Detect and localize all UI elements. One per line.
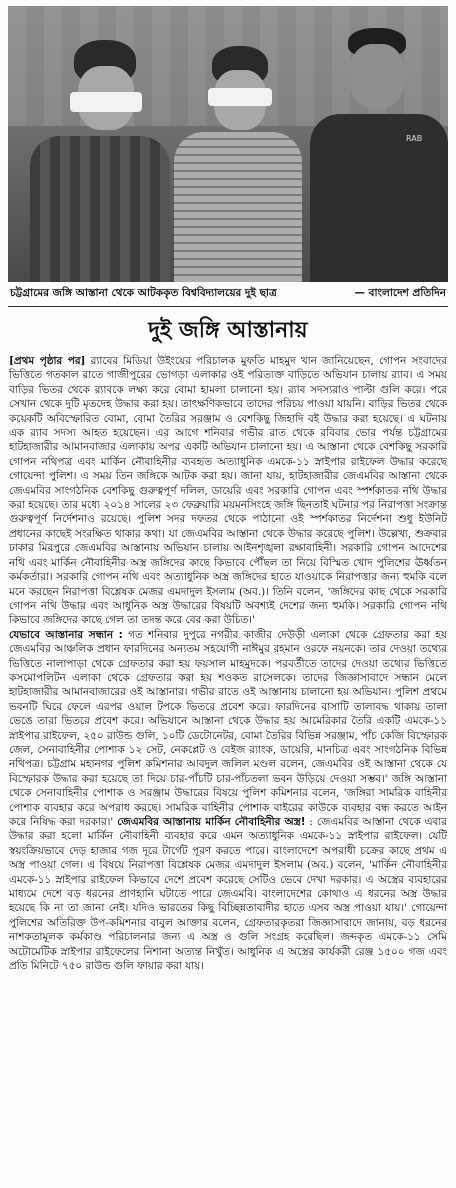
caption-text: চট্টগ্রামের জঙ্গি আস্তানা থেকে আটককৃত বিশ্ববিদ্যালয়ের দুই ছাত্র [10, 287, 277, 299]
article-body [8, 354, 448, 973]
blindfold-left [70, 92, 142, 112]
paragraph-2-text: গত শনিবার দুপুরে নগরীর কাজীর দেউড়ী এলাকা থেকে গ্রেফতার করা হয় জেএমবির আঞ্চলিক প্রধান ফারদিনের অন্যতম সহযোগী নাঈমুর রহমান ওরফে নয়নকে। তার দেওয়া তথ্যের ভিত্তিতে নালাপাড়া থেকে গ্রেফতার করা হয় ফয়সাল মাহমুদকে। পরবর্তীতে তাদের দেওয়া তথ্যের ভিত্তিতে কসমোপলিটন এলাকা থেকে গ্রেফতার করা হয় শওকত রাসেলকে। তাদের জিজ্ঞাসাবাদে সন্ধান মেলে হাটহাজারীর আমানবাজারের ওই আস্তানার। গভীর রাতে ওই আস্তানায় চালানো হয় অভিযান। পুলিশ প্রথমে ভবনটি ঘিরে ফেলে এরপর ওয়াল টপকে ভিতরে প্রবেশ করে। ফারদিনের বাসাটি তালাবদ্ধ থাকায় তালা ভেঙে তারা ভিতরে প্রবেশ করে। অভিযানে আস্তানা থেকে উদ্ধার হয় আমেরিকার তৈরি একটি এমকে-১১ স্নাইপার রাইফেল, ২৫০ রাউন্ড গুলি, ১০টি ডেটোনেটর, বোমা তৈরির বিভিন্ন সরঞ্জাম, পাঁচ কেজি বিস্ফোরক জেল, সেনাবাহিনীর পোশাক ১২ সেট, নেকপ্লেট ও বেইজ র‌্যাংক, ডায়েরি, মানচিত্র এবং সাংগঠনিক বিভিন্ন নথিপত্র। চট্টগ্রাম মহানগর পুলিশ কমিশনার আবদুল জলিল মণ্ডল বলেন, জেএমবির ওই আস্তানা থেকে যে বিস্ফোরক উদ্ধার করা হয়েছে তা দিয়ে চার-পাঁচটি চার-পাঁচতলা ভবন উড়িয়ে দেওয়া সম্ভব।' জঙ্গি আস্তানা থেকে সেনাবাহিনীর পোশাক ও সরঞ্জাম উদ্ধারের বিষয়ে পুলিশ কমিশনার বলেন, 'জঙ্গিরা সামরিক বাহিনীর পোশাক ব্যবহার করে অপরাধ করছে। সামরিক বাহিনীর পোশাক বাইরের কাউকে ব্যবহার বন্ধ করতে আইন করে নিষিদ্ধ করা দরকার।' [9, 628, 448, 828]
caption-credit: — বাংলাদেশ প্রতিদিন [354, 287, 446, 299]
paragraph-1-text: র‌্যাবের মিডিয়া উইংয়ের পরিচালক মুফতি মাহমুদ খান জানিয়েছেন, গোপন সংবাদের ভিত্তিতে গতকাল রাতে গাজীপুরের ভোগড়া এলাকার ওই পরিত্যক্ত বাড়িতে অভিযান চালায় র‌্যাব। এ সময় বাড়ির ভিতর থেকে র‌্যাবকে লক্ষ্য করে বোমা হামলা চালানো হয়। র‌্যাব সদস্যরাও পাল্টা গুলি করে। পরে সেখান থেকে দুটি মৃতদেহ উদ্ধার করা হয়। তাৎক্ষণিকভাবে তাদের পরিচয় পাওয়া যায়নি। বাড়ির ভিতর থেকে কয়েকটি অবিস্ফোরিত বোমা, বোমা তৈরির সরঞ্জাম ও বেশকিছু জিহাদি বই উদ্ধার করা হয়েছে। এ ঘটনায় এক র‌্যাব সদস্য আহত হয়েছেন। এর আগে শনিবার গভীর রাত থেকে রবিবার ভোর পর্যন্ত চট্টগ্রামের হাটহাজারীর আমানবাজার এলাকায় অপর একটি অভিযান চালানো হয়। এ আস্তানা থেকে বেশকিছু সরকারি গোপন নথিপত্র এবং মার্কিন নৌবাহিনীর ব্যবহৃত অত্যাধুনিক এমকে-১১ স্নাইপার রাইফেল উদ্ধার করেছে গোয়েন্দা পুলিশ। এ সময় তিন জঙ্গিকে আটক করা হয়। জানা যায়, হাটহাজারীর জেএমবির আস্তানা থেকে জেএমবির সাংগঠনিক বেশকিছু গুরুত্বপূর্ণ দলিল, ডায়েরি এবং সরকারি গোপন এবং স্পর্শকাতর নথি উদ্ধার করা হয়েছে। তার মধ্যে ২০১৪ সালের ২৩ ফেব্রুয়ারি ময়মনসিংহে জঙ্গি ছিনতাই ঘটনার পর নিরাপত্তা সংক্রান্ত গুরুত্বপূর্ণ নির্দেশনাও রয়েছে। পুলিশ সদর দফতর থেকে পাঠানো ওই স্পর্শকাতর নির্দেশনা শুধু ইউনিট প্রধানের কাছেই সংরক্ষিত থাকার কথা। যা জেএমবির আস্তানা থেকে উদ্ধার করেছে পুলিশ। উল্লেখ্য, শুক্রবার ঢাকার মিরপুরে জেএমবির আস্তানায় অভিযান চালায় আইনশৃঙ্খলা রক্ষাবাহিনী। সরকারি গোপন আদেশের নথি এবং মার্কিন নৌবাহিনীর অস্ত্র জঙ্গিদের কাছে কিভাবে পৌঁছল তা নিয়ে বিস্মিত খোদ পুলিশের ঊর্ধ্বতন কর্মকর্তারা। সরকারি গোপন নথি এবং অত্যাধুনিক অস্ত্র জঙ্গিদের হাতে যাওয়াকে নিরাপত্তার জন্য হুমকি বলে মনে করছেন নিরাপত্তা বিশ্লেষক মেজর এমদাদুল ইসলাম (অব.)। তিনি বলেন, 'জঙ্গিদের কাছ থেকে সরকারি গোপন নথি উদ্ধার এবং আধুনিক অস্ত্র উদ্ধারের বিষয়টি অবশ্যই দেশের জন্য হুমকি। সরকারি গোপন নথি কিভাবে জঙ্গিদের কাছে গেল তা তদন্ত করে বের করা উচিত।' [9, 355, 447, 627]
subheading-1: যেভাবে আস্তানার সন্ধান : [9, 628, 123, 641]
person-middle [168, 36, 308, 282]
subheading-2: জেএমবির আস্তানায় মার্কিন নৌবাহিনীর অস্ত্র! [117, 816, 306, 828]
paragraph-2 [9, 628, 447, 974]
photo-caption [8, 282, 448, 307]
paragraph-3-text: : জেএমবির আস্তানা থেকে এবার উদ্ধার করা হলো মার্কিন নৌবাহিনী ব্যবহার করে এমন অত্যাধুনিক এমকে-১১ স্নাইপার রাইফেল। যেটি স্বয়ংক্রিয়ভাবে দেড় হাজার গজ দূরে টার্গেট পূরণ করতে পারে। বাংলাদেশে অপরাধী চক্রের কাছে প্রথম এ অস্ত্র পাওয়া গেল। এ বিষয়ে নিরাপত্তা বিশ্লেষক মেজর এমদাদুল ইসলাম (অব.) বলেন, 'মার্কিন নৌবাহিনীর এমকে-১১ স্নাইপার রাইফেল কিভাবে দেশে প্রবেশ করেছে সেটিও ভেবে দেখা দরকার। এ অস্ত্রের ব্যবহারের মাধ্যমে দেশে বড় ধরনের প্রাণহানি ঘটাতে পারে জেএমবি। বাংলাদেশের কোথাও এ ধরনের অস্ত্র উদ্ধার হয়েছে কি না তা জানা নেই। যদিও ভারতের কিছু বিচ্ছিন্নতাবাদীর হাতে এসব অস্ত্র পাওয়া যায়।' গোয়েন্দা পুলিশের অতিরিক্ত উপ-কমিশনার বাবুল আক্তার বলেন, গ্রেফতারকৃতরা জিজ্ঞাসাবাদে জানায়, বড় ধরনের নাশকতামূলক কর্মকাণ্ড পরিচালনার জন্য এ অস্ত্র ও গুলি সংগ্রহ করেছিল। জব্দকৃত এমকে-১১ সেমি অটোমেটিক স্নাইপার রাইফেলের নিশানা অত্যন্ত নিখুঁত। আধুনিক এ অস্ত্রের কার্যকরী রেঞ্জ ১৫০০ গজ এবং প্রতি মিনিটে ৭৫০ রাউন্ড গুলি ফায়ার করা যায়। [9, 816, 447, 973]
article-headline: দুই জঙ্গি আস্তানায় [148, 318, 308, 343]
continuation-label: [প্রথম পৃষ্ঠার পর] [9, 355, 86, 367]
paragraph-1 [9, 354, 447, 628]
blindfold-middle [208, 88, 272, 106]
rab-badge: RAB [406, 134, 423, 143]
news-photo [8, 6, 448, 282]
person-left [22, 26, 172, 282]
person-right-officer [306, 22, 448, 282]
